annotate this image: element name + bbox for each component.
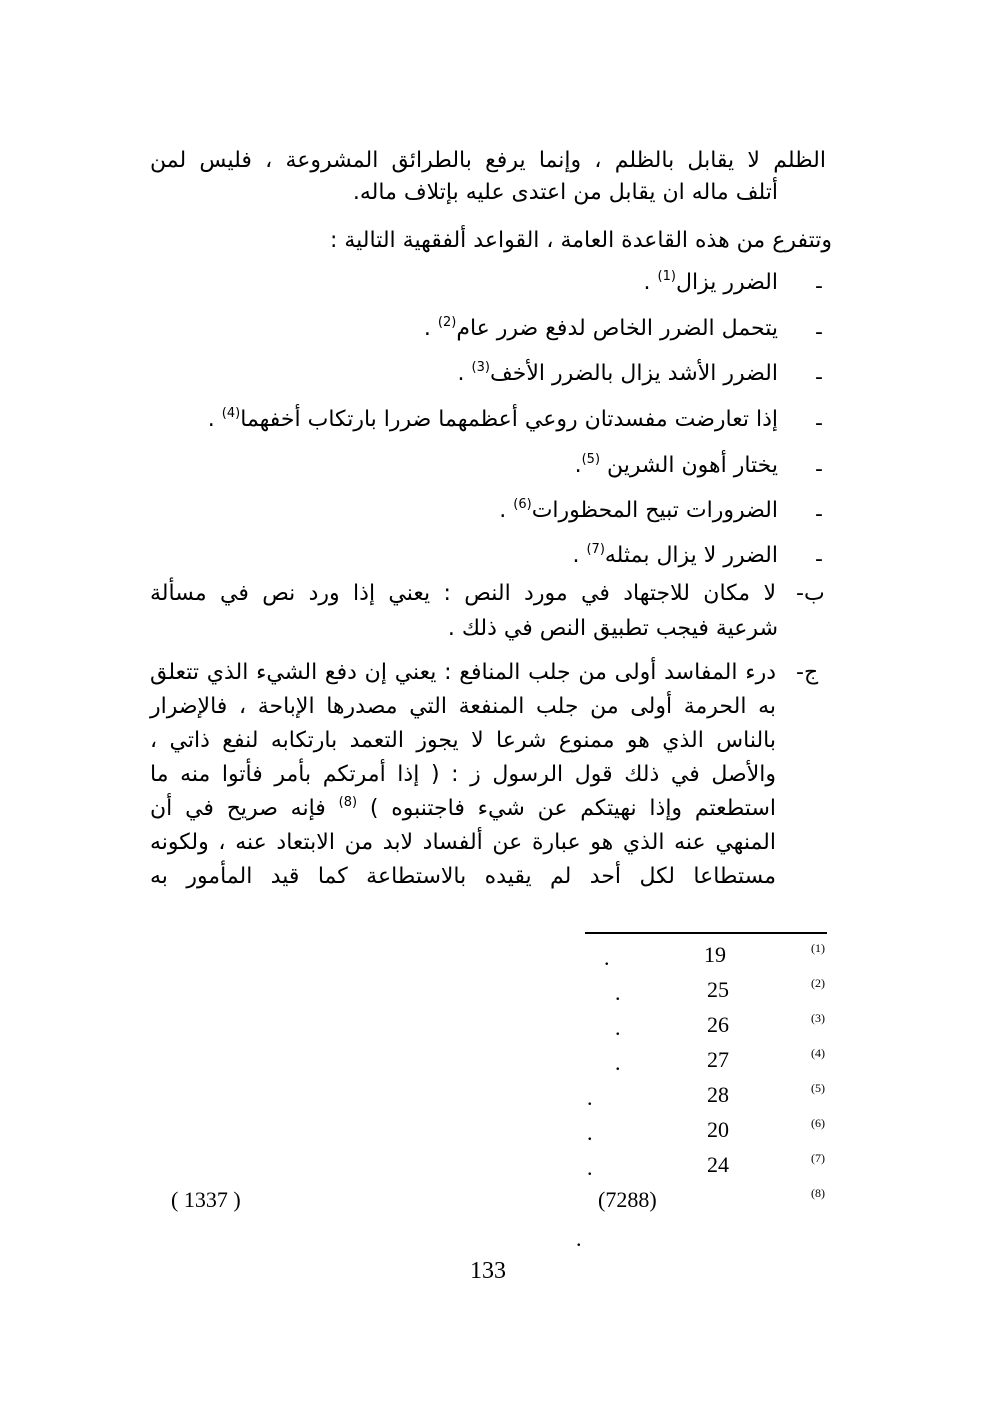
section-j-line-6: المنهي عنه الذي هو عبارة عن ألفساد لابد من الابتعاد عنه ، ولكونه <box>150 830 776 855</box>
section-j-label: ج- <box>796 660 819 685</box>
rule-4 <box>208 405 778 435</box>
footnote-ref: (8) <box>338 795 358 810</box>
rule-tail: . <box>457 361 472 386</box>
footnote-dot: . <box>615 1015 621 1040</box>
rule-tail: . <box>574 453 582 478</box>
rule-bullet: - <box>815 411 823 436</box>
footnote-number: (3) <box>811 1011 825 1025</box>
rule-tail: . <box>499 498 514 523</box>
footnote-dot: . <box>615 980 621 1005</box>
footnote-page: 26 <box>707 1012 729 1037</box>
branch-line: وتتفرع من هذه القاعدة العامة ، القواعد ألفقهية التالية : <box>329 228 832 253</box>
footnote-ref: (6) <box>513 497 532 512</box>
section-j-line-3: بالناس الذي هو ممنوع شرعا لا يجوز التعمد بارتكابه لنفع ذاتي ، <box>150 728 776 753</box>
rule-bullet: - <box>815 457 823 482</box>
footnote-page: 20 <box>707 1117 729 1142</box>
section-j-line-1: درء المفاسد أولى من جلب المنافع : يعني إن دفع الشيء الذي تتعلق <box>150 660 776 685</box>
section-b-line-2: شرعية فيجب تطبيق النص في ذلك . <box>447 616 778 641</box>
rule-bullet: - <box>815 274 823 299</box>
quote-text: استطعتم وإذا نهيتكم عن شيء فاجتنبوه ) <box>357 796 776 821</box>
intro-line-1: الظلم لا يقابل بالظلم ، وإنما يرفع بالطرائق المشروعة ، فليس لمن <box>150 148 826 173</box>
rule-bullet: - <box>815 502 823 527</box>
trailing-dot: . <box>576 1226 582 1251</box>
section-j-line-7: مستطاعا لكل أحد لم يقيده بالاستطاعة كما قيد المأمور به <box>150 864 776 889</box>
footnote-ref: (2) <box>437 315 457 330</box>
rule-bullet: - <box>815 320 823 345</box>
rule-text: يتحمل الضرر الخاص لدفع ضرر عام <box>456 316 778 341</box>
rule-6 <box>499 496 778 526</box>
footnote-ref: (7) <box>586 542 605 557</box>
footnote-dot: . <box>604 945 610 970</box>
footnote-page: 27 <box>707 1047 729 1072</box>
footnote-page: 25 <box>707 977 729 1002</box>
footnote-page: (7288) <box>598 1187 657 1212</box>
rule-text: الضرر لا يزال بمثله <box>604 543 778 568</box>
footnote-ref: (3) <box>471 360 490 375</box>
rule-text: الضرورات تبيح المحظورات <box>531 498 778 523</box>
rule-1 <box>644 268 778 298</box>
section-j-line-5 <box>150 794 776 824</box>
footnote-number: (6) <box>811 1116 825 1130</box>
footnote-page: 28 <box>707 1082 729 1107</box>
footnote-dot: . <box>587 1155 593 1180</box>
section-j-line-2: به الحرمة أولى من جلب المنفعة التي مصدرها الإباحة ، فالإضرار <box>150 694 776 719</box>
rule-bullet: - <box>815 547 823 572</box>
rule-5 <box>575 451 778 481</box>
footnote-number: (1) <box>811 941 825 955</box>
footnote-number: (2) <box>811 976 825 990</box>
footnote-dot: . <box>587 1085 593 1110</box>
footnote-ref: (5) <box>581 452 601 467</box>
footnote-number: (4) <box>811 1046 825 1060</box>
rule-text: الضرر يزال <box>675 270 778 295</box>
footnote-page: 24 <box>707 1152 729 1177</box>
rule-text: الضرر الأشد يزال بالضرر الأخف <box>489 361 778 386</box>
section-b-label: ب- <box>796 581 825 606</box>
page-number: 133 <box>470 1258 506 1284</box>
rule-tail: . <box>207 407 222 432</box>
footnote-number: (7) <box>811 1151 825 1165</box>
rule-2 <box>424 314 778 344</box>
rule-text: إذا تعارضت مفسدتان روعي أعظمهما ضررا بارتكاب أخفهما <box>240 407 778 432</box>
section-j-line-4: والأصل في ذلك قول الرسول ز : ( إذا أمرتكم بأمر فأتوا منه ما <box>150 762 776 787</box>
rule-tail: . <box>572 543 587 568</box>
rule-3 <box>458 359 778 389</box>
footnote-dot: . <box>615 1050 621 1075</box>
footnote-number: (5) <box>811 1081 825 1095</box>
quote-tail: فإنه صريح في أن <box>150 796 339 821</box>
rule-text: يختار أهون الشرين <box>600 453 778 478</box>
footnote-number: (8) <box>811 1186 825 1200</box>
footnote-dot: . <box>587 1120 593 1145</box>
footnote-separator <box>585 932 827 934</box>
section-b-line-1: لا مكان للاجتهاد في مورد النص : يعني إذا ورد نص في مسألة <box>150 581 776 606</box>
footnote-page: 19 <box>704 942 726 967</box>
rule-tail: . <box>643 270 658 295</box>
footnote-ref: (4) <box>221 406 241 421</box>
footnote-hadith-number: ( 1337 ) <box>171 1187 241 1212</box>
rule-bullet: - <box>815 365 823 390</box>
rule-tail: . <box>423 316 438 341</box>
footnote-ref: (1) <box>657 269 676 284</box>
intro-line-2: أتلف ماله ان يقابل من اعتدى عليه بإتلاف ماله. <box>352 180 778 205</box>
rule-7 <box>572 541 778 571</box>
